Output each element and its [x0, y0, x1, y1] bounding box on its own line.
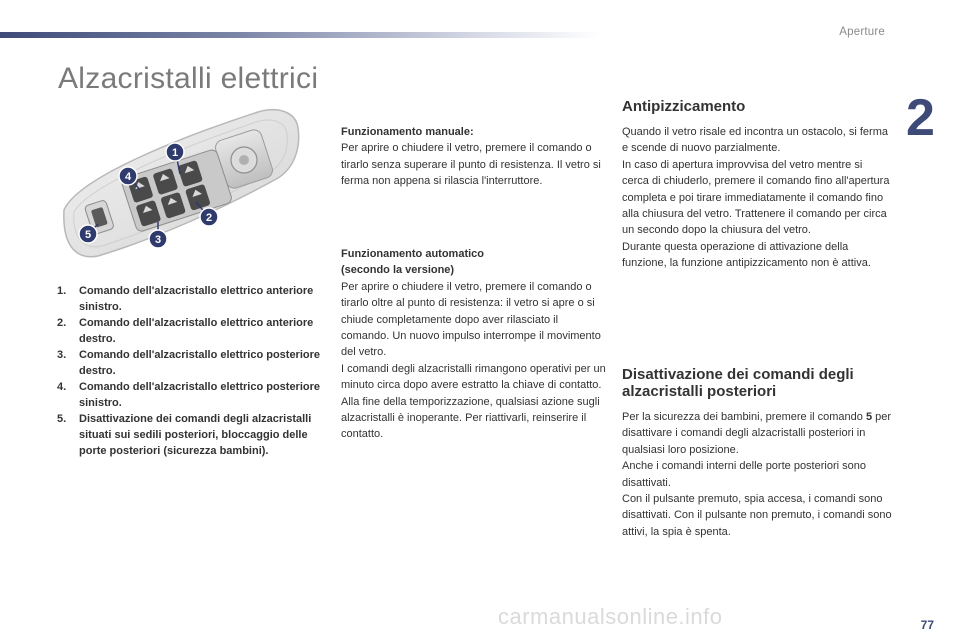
legend-text: Comando dell'alzacristallo elettrico anteriore destro.: [79, 317, 314, 345]
legend-text: Disattivazione dei comandi degli alzacristalli situati sui sedili posteriori, bloccaggio delle porte posteriori (sicurezza bambini).: [79, 413, 312, 457]
deactivation-text: [622, 409, 892, 458]
legend-number: 2.: [57, 317, 67, 330]
legend-list: [57, 284, 322, 460]
deactivation-text-part: Per la sicurezza dei bambini, premere il comando: [622, 411, 866, 423]
legend-item: [57, 412, 322, 459]
manual-operation-section: [341, 124, 601, 190]
callout-1: 1: [171, 147, 179, 159]
automatic-operation-text: Per aprire o chiudere il vetro, premere il comando o tirarlo oltre al punto di resistenza: il vetro si apre o si chiude completamente dopo aver rilasciato il comando. Un nuovo impulso interrompe il movimento del vetro.: [341, 280, 601, 359]
callout-4: 4: [124, 171, 132, 183]
manual-operation-text: Per aprire o chiudere il vetro, premere il comando o tirarlo senza superare il punto di resistenza. Il vetro si ferma non appena si rilascia l'interruttore.: [341, 142, 601, 188]
anti-pinch-text: In caso di apertura improvvisa del vetro mentre si cerca di chiuderlo, premere il comando fino all'apertura completa e poi tirare immediatamente il comando fino alla chiusura del vetro. Trattenere il comando per circa un secondo dopo la chiusura del vetro.: [622, 158, 890, 237]
window-switch-panel-drawing: [58, 98, 304, 262]
automatic-operation-section: [341, 246, 606, 443]
legend-number: 4.: [57, 381, 67, 394]
legend-item: [57, 316, 322, 348]
anti-pinch-text: Quando il vetro risale ed incontra un ostacolo, si ferma e scende di nuovo parzialmente.: [622, 126, 888, 155]
legend-number: 5.: [57, 413, 67, 426]
window-switch-panel-illustration: [58, 98, 304, 262]
header-gradient-bar: [0, 32, 600, 38]
section-name: Aperture: [839, 26, 885, 38]
legend-number: 1.: [57, 285, 67, 297]
anti-pinch-section: [622, 98, 892, 272]
page-number: 77: [920, 618, 934, 632]
deactivation-section: [622, 366, 892, 540]
deactivation-heading: Disattivazione dei comandi degli alzacristalli posteriori: [622, 366, 854, 400]
legend-text: Comando dell'alzacristallo elettrico posteriore sinistro.: [79, 381, 321, 410]
deactivation-text: Con il pulsante premuto, spia accesa, i comandi sono disattivati. Con il pulsante non premuto, i comandi sono attivi, la spia è spenta.: [622, 493, 892, 538]
automatic-operation-text: I comandi degli alzacristalli rimangono operativi per un minuto circa dopo avere estratto la chiave di contatto.: [341, 362, 606, 392]
manual-operation-heading: Funzionamento manuale:: [341, 126, 474, 138]
callout-3: 3: [154, 234, 162, 246]
callout-5: 5: [84, 229, 92, 241]
legend-text: Comando dell'alzacristallo elettrico posteriore destro.: [79, 349, 321, 377]
callout-2: 2: [205, 212, 213, 224]
legend-item: [57, 284, 322, 316]
legend-item: [57, 380, 322, 412]
legend-item: [57, 348, 322, 380]
deactivation-switch-number: 5: [865, 411, 873, 423]
watermark: carmanualsonline.info: [498, 604, 723, 629]
anti-pinch-text: Durante questa operazione di attivazione della funzione, la funzione antipizzicamento non è attiva.: [622, 240, 871, 270]
automatic-operation-subheading: (secondo la versione): [341, 264, 455, 277]
legend-text: Comando dell'alzacristallo elettrico anteriore sinistro.: [79, 285, 314, 313]
automatic-operation-heading: Funzionamento automatico: [341, 248, 484, 260]
legend-number: 3.: [57, 349, 67, 362]
chapter-number: 2: [906, 89, 935, 147]
deactivation-text: Anche i comandi interni delle porte posteriori sono disattivati.: [622, 460, 866, 489]
automatic-operation-text: Alla fine della temporizzazione, qualsiasi azione sugli alzacristalli è inoperante. Per riattivarli, reinserire il contatto.: [341, 395, 600, 441]
anti-pinch-heading: Antipizzicamento: [622, 98, 746, 115]
deactivation-text-part: per disattivare i comandi degli alzacristalli posteriori in qualsiasi loro posizione.: [622, 411, 892, 456]
page-title: Alzacristalli elettrici: [58, 62, 319, 95]
